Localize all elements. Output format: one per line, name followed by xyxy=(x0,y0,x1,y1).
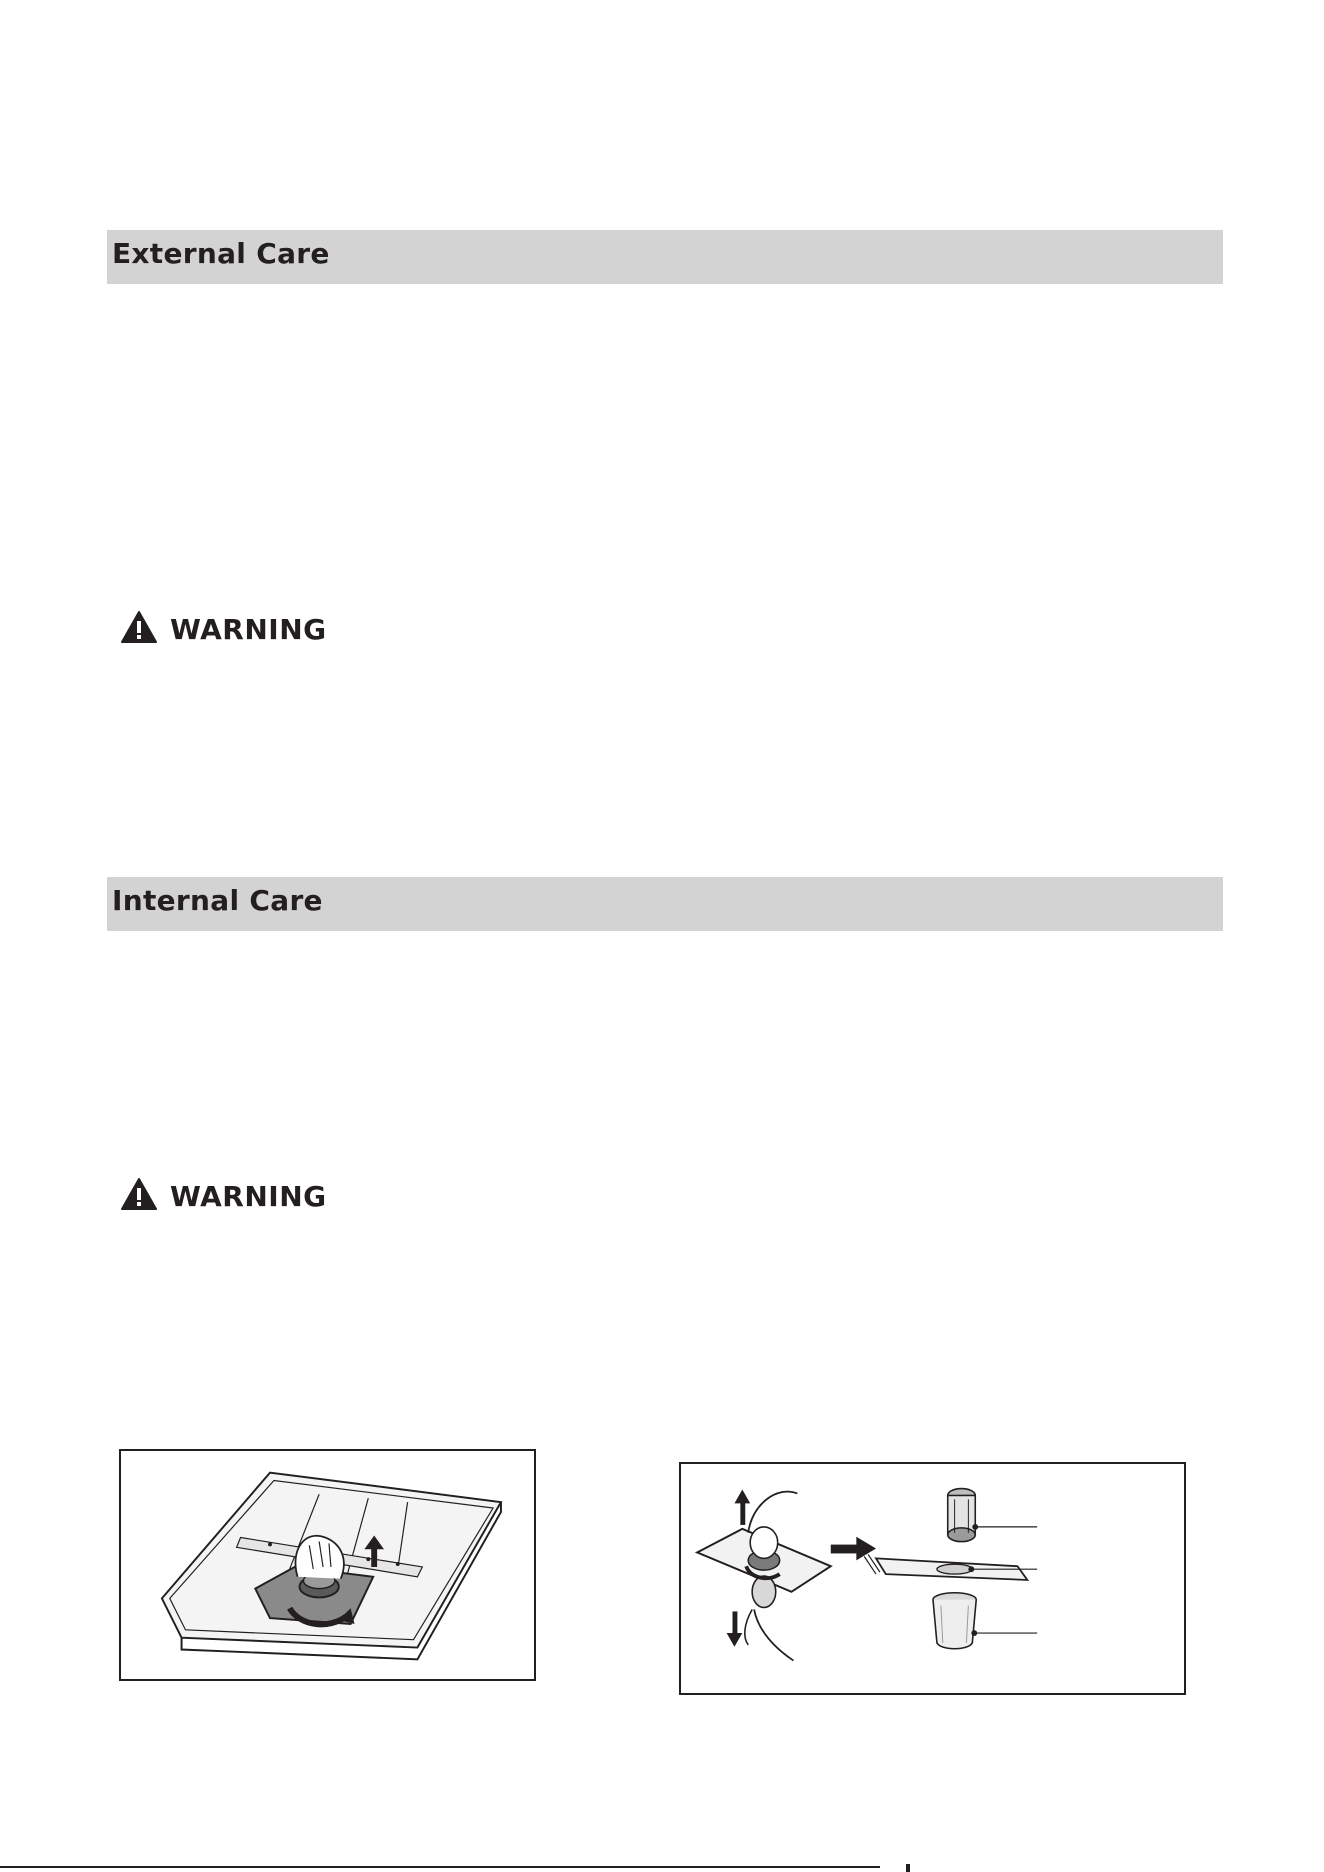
filter-assembly-figure xyxy=(679,1462,1186,1695)
warning-label-1: WARNING xyxy=(170,612,327,646)
footer-rule xyxy=(0,1866,880,1868)
warning-triangle-icon xyxy=(120,1177,158,1215)
external-care-header xyxy=(107,230,1223,284)
warning-label-2: WARNING xyxy=(170,1179,327,1213)
internal-care-title: Internal Care xyxy=(112,884,323,917)
footer-mark xyxy=(906,1864,910,1872)
filter-tub-illustration xyxy=(121,1451,534,1679)
filter-assembly-illustration xyxy=(681,1464,1184,1693)
internal-care-header xyxy=(107,877,1223,931)
warning-triangle-icon xyxy=(120,610,158,648)
warning-block-1 xyxy=(120,609,327,649)
filter-tub-figure xyxy=(119,1449,536,1681)
warning-block-2 xyxy=(120,1176,327,1216)
external-care-title: External Care xyxy=(112,237,330,270)
